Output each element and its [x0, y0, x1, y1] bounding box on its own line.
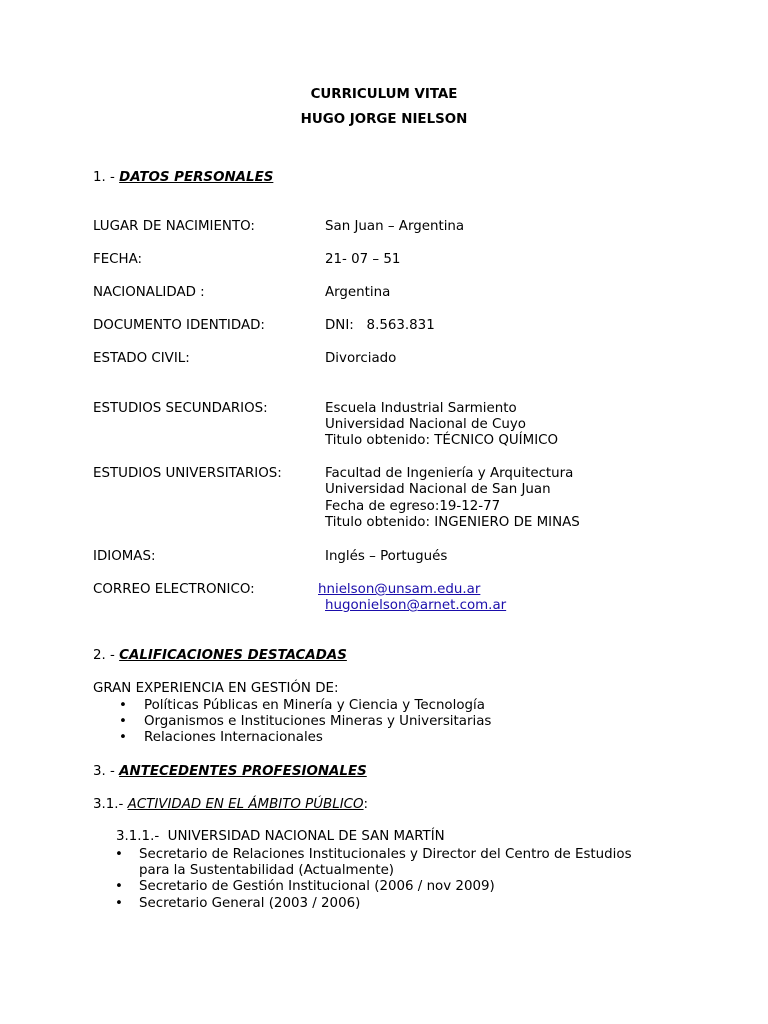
- secundarios-line: Titulo obtenido: TÉCNICO QUÍMICO: [325, 433, 559, 448]
- section-1-number: 1. -: [93, 170, 115, 185]
- subsection-3-1-number: 3.1.-: [93, 797, 124, 812]
- field-value-idiomas: Inglés – Portugués: [325, 549, 448, 564]
- bullet-icon: [118, 697, 128, 714]
- field-value-nacionalidad: Argentina: [325, 285, 391, 300]
- position-item-line: para la Sustentabilidad (Actualmente): [139, 863, 395, 878]
- position-item-line: Secretario General (2003 / 2006): [139, 896, 361, 911]
- qualification-item: Organismos e Instituciones Mineras y Universitarias: [144, 714, 492, 729]
- section-2-number: 2. -: [93, 648, 115, 663]
- document-title: CURRICULUM VITAE: [310, 87, 458, 102]
- field-label-lugar: LUGAR DE NACIMIENTO:: [93, 219, 255, 234]
- field-value-fecha: 21- 07 – 51: [325, 252, 401, 267]
- qualification-item: Relaciones Internacionales: [144, 730, 323, 745]
- person-name: HUGO JORGE NIELSON: [300, 112, 468, 127]
- bullet-icon: [114, 895, 124, 912]
- field-label-correo: CORREO ELECTRONICO:: [93, 582, 255, 597]
- universitarios-line: Universidad Nacional de San Juan: [325, 482, 551, 497]
- field-label-universitarios: ESTUDIOS UNIVERSITARIOS:: [93, 466, 282, 481]
- field-label-estado-civil: ESTADO CIVIL:: [93, 351, 190, 366]
- secundarios-line: Universidad Nacional de Cuyo: [325, 417, 526, 432]
- subsection-3-1-colon: :: [363, 797, 369, 812]
- secundarios-line: Escuela Industrial Sarmiento: [325, 401, 517, 416]
- section-1-heading: [93, 169, 273, 186]
- field-label-documento: DOCUMENTO IDENTIDAD:: [93, 318, 265, 333]
- qualification-item: Políticas Públicas en Minería y Ciencia y Tecnología: [144, 698, 485, 713]
- universitarios-line: Facultad de Ingeniería y Arquitectura: [325, 466, 574, 481]
- subsection-3-1-title: ACTIVIDAD EN EL ÁMBITO PÚBLICO: [127, 797, 364, 812]
- section-1-title: DATOS PERSONALES: [119, 170, 274, 185]
- field-label-nacionalidad: NACIONALIDAD :: [93, 285, 205, 300]
- field-value-lugar: San Juan – Argentina: [325, 219, 465, 234]
- email-link-arnet[interactable]: hugonielson@arnet.com.ar: [325, 598, 507, 613]
- bullet-icon: [118, 713, 128, 730]
- section-2-title: CALIFICACIONES DESTACADAS: [119, 648, 347, 663]
- field-value-documento: DNI: 8.563.831: [325, 318, 435, 333]
- section-3-heading: [93, 763, 367, 780]
- email-link-unsam[interactable]: hnielson@unsam.edu.ar: [318, 582, 481, 597]
- position-item-line: Secretario de Gestión Institucional (2006 / nov 2009): [139, 879, 495, 894]
- section-3-title: ANTECEDENTES PROFESIONALES: [119, 764, 367, 779]
- universitarios-line: Titulo obtenido: INGENIERO DE MINAS: [325, 515, 580, 530]
- universitarios-line: Fecha de egreso:19-12-77: [325, 499, 501, 514]
- section-3-number: 3. -: [93, 764, 115, 779]
- position-item-line: Secretario de Relaciones Institucionales y Director del Centro de Estudios: [139, 847, 632, 862]
- bullet-icon: [114, 846, 124, 863]
- subsection-3-1-1-heading: 3.1.1.- UNIVERSIDAD NACIONAL DE SAN MARTÍN: [116, 829, 445, 844]
- subsection-3-1-heading: [93, 796, 368, 813]
- bullet-icon: [114, 878, 124, 895]
- section-2-heading: [93, 647, 347, 664]
- field-label-fecha: FECHA:: [93, 252, 143, 267]
- field-label-secundarios: ESTUDIOS SECUNDARIOS:: [93, 401, 268, 416]
- field-value-estado-civil: Divorciado: [325, 351, 397, 366]
- bullet-icon: [118, 729, 128, 746]
- field-label-idiomas: IDIOMAS:: [93, 549, 156, 564]
- section-2-intro: GRAN EXPERIENCIA EN GESTIÓN DE:: [93, 681, 339, 696]
